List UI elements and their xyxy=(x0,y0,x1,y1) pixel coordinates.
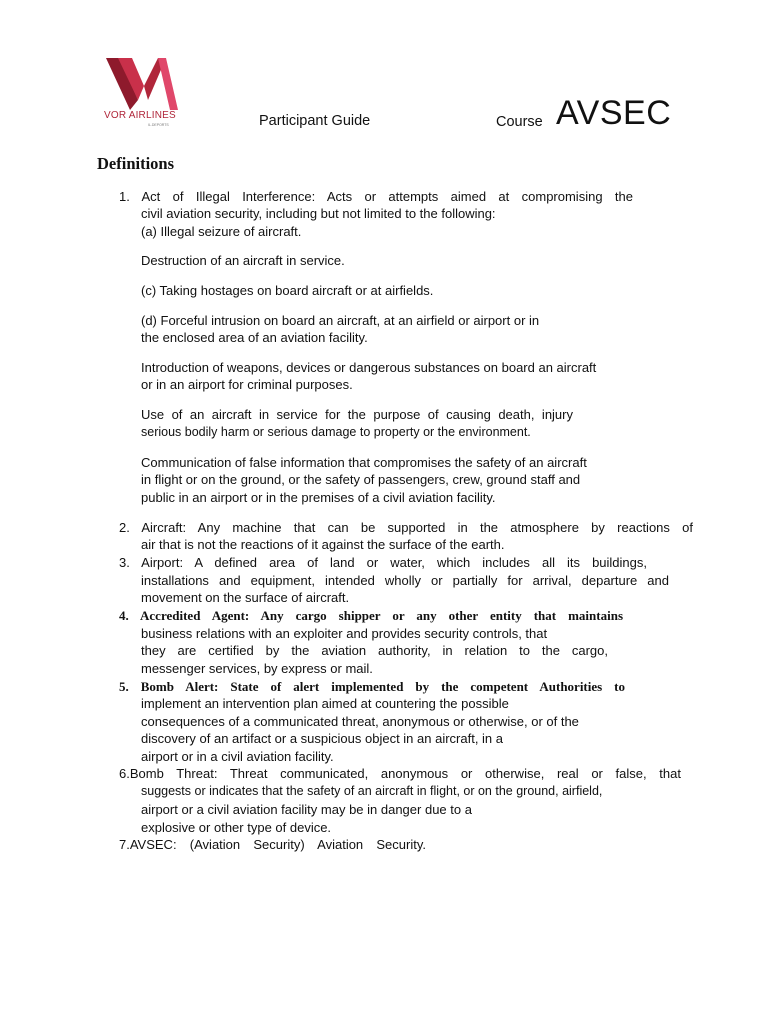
course-label: Course xyxy=(496,114,543,130)
definition-5-line-1: 5. Bomb Alert: State of alert implemented by the competent Authorities to xyxy=(119,679,625,694)
definition-1-item-g-line-2: in flight or on the ground, or the safety of passengers, crew, ground staff and xyxy=(141,472,581,487)
definition-4-line-2: business relations with an exploiter and provides security controls, that xyxy=(141,626,548,641)
definition-1-item-f-line-1: Use of an aircraft in service for the purpose of causing death, injury xyxy=(141,407,573,422)
definition-1-line-1: 1. Act of Illegal Interference: Acts or attempts aimed at compromising the xyxy=(119,189,633,204)
definition-4-line-1: 4. Accredited Agent: Any cargo shipper or any other entity that maintains xyxy=(119,608,623,623)
logo-subtext: IL.DEPORTS xyxy=(148,123,169,127)
guide-label: Participant Guide xyxy=(259,113,371,129)
definition-3-line-3: movement on the surface of aircraft. xyxy=(141,590,350,605)
section-heading: Definitions xyxy=(97,154,175,173)
definition-4-line-4: messenger services, by express or mail. xyxy=(141,661,373,676)
airline-logo xyxy=(104,56,184,128)
definition-1-line-3: (a) Illegal seizure of aircraft. xyxy=(141,224,302,239)
definition-2-line-2: air that is not the reactions of it against the surface of the earth. xyxy=(141,537,505,552)
definition-1-item-g-line-1: Communication of false information that compromises the safety of an aircraft xyxy=(141,455,587,470)
definition-5-line-5: airport or in a civil aviation facility. xyxy=(141,749,334,764)
definition-6-line-2: suggests or indicates that the safety of an aircraft in flight, or on the ground, airfield, xyxy=(141,784,603,798)
definition-1-item-e-line-1: Introduction of weapons, devices or dangerous substances on board an aircraft xyxy=(141,360,597,375)
definition-5-line-4: discovery of an artifact or a suspicious object in an aircraft, in a xyxy=(141,731,504,746)
definition-1-item-c: (c) Taking hostages on board aircraft or at airfields. xyxy=(141,283,434,298)
definition-1-line-2: civil aviation security, including but not limited to the following: xyxy=(141,206,496,221)
definition-3-line-2: installations and equipment, intended wholly or partially for arrival, departure and xyxy=(141,573,669,588)
definition-6-line-1: 6.Bomb Threat: Threat communicated, anonymous or otherwise, real or false, that xyxy=(119,766,681,781)
definition-4-line-3: they are certified by the aviation authority, in relation to the cargo, xyxy=(141,643,608,658)
definition-3-line-1: 3. Airport: A defined area of land or water, which includes all its buildings, xyxy=(119,555,647,570)
definition-1-item-d-line-2: the enclosed area of an aviation facility. xyxy=(141,330,368,345)
definition-6-line-4: explosive or other type of device. xyxy=(141,820,332,835)
definition-1-item-e-line-2: or in an airport for criminal purposes. xyxy=(141,377,353,392)
definition-1-item-g-line-3: public in an airport or in the premises of a civil aviation facility. xyxy=(141,490,496,505)
definition-5-line-3: consequences of a communicated threat, anonymous or otherwise, or of the xyxy=(141,714,579,729)
definition-6-line-3: airport or a civil aviation facility may be in danger due to a xyxy=(141,802,472,817)
definition-7-line-1: 7.AVSEC: (Aviation Security) Aviation Security. xyxy=(119,837,426,852)
definition-1-item-d-line-1: (d) Forceful intrusion on board an aircraft, at an airfield or airport or in xyxy=(141,313,540,328)
course-code: AVSEC xyxy=(556,94,672,132)
definition-2-line-1: 2. Aircraft: Any machine that can be supported in the atmosphere by reactions of xyxy=(119,520,693,535)
logo-mark-icon xyxy=(104,56,184,112)
definition-1-item-f-line-2: serious bodily harm or serious damage to property or the environment. xyxy=(141,425,531,439)
definition-1-item-b: Destruction of an aircraft in service. xyxy=(141,253,345,268)
logo-text: VOR AIRLINES xyxy=(104,110,176,121)
definition-5-line-2: implement an intervention plan aimed at countering the possible xyxy=(141,696,509,711)
